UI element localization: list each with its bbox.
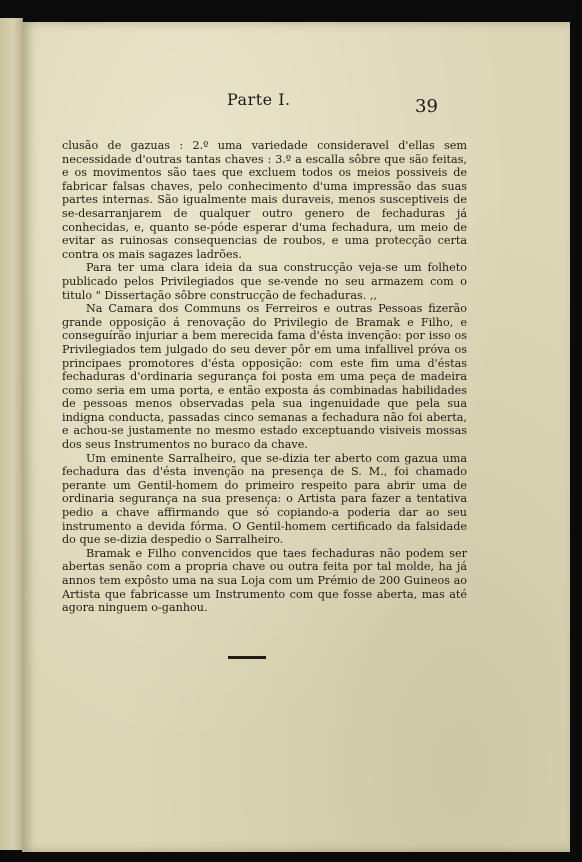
page-number: 39: [415, 96, 438, 117]
book-page: [22, 22, 570, 852]
paragraph: Bramak e Filho convencidos que taes fechaduras não podem ser abertas senão com a propria chave ou outra feita por tal molde, ha já annos tem expôsto uma na sua Loja com um Prémio de 200 Guineos ao Artista que fabricasse um Instrumento com que fosse aberta, mas até agora ninguem o-ganhou.: [62, 546, 467, 615]
page-header: [22, 88, 570, 118]
body-text: [62, 139, 467, 615]
running-title: Parte I.: [227, 90, 291, 109]
end-rule: [228, 656, 266, 659]
paragraph: Um eminente Sarralheiro, que se-dizia ter aberto com gazua uma fechadura das d'ésta invenção na presença de S. M., foi chamado perante um Gentil-homem do primeiro respeito para abrir uma de ordinaria segurança na sua presença: o Artista para fazer a tentativa pedio a chave affirmando que só copiando-a poderia dar ao seu instrumento a devida fórma. O Gentil-homem certificado da falsidade do que se-dizia despedio o Sarralheiro.: [62, 451, 467, 547]
facing-page-edge: [0, 18, 23, 850]
paragraph: Na Camara dos Communs os Ferreiros e outras Pessoas fizerão grande opposição á renovação do Privilegio de Bramak e Filho, e conseguírão injuriar a bem merecida fama d'ésta invenção: por isso os Privilegiados tem julgado do seu dever pôr em uma infallivel próva os principaes promotores d'ésta opposição: com este fim uma d'éstas fechaduras d'ordinaria segurança foi posta em uma peça de madeira como seria em uma porta, e então exposta ás combinadas habilidades de pessoas menos observadas pela sua ingenuidade que pela sua indigna conducta, passadas cinco semanas a fechadura não foi aberta, e achou-se justamente no mesmo estado exceptuando visiveis mossas dos seus Instrumentos no buraco da chave.: [62, 302, 467, 452]
paragraph: Para ter uma clara ideia da sua construcção veja-se um folheto publicado pelos Privilegiados que se-vende no seu armazem com o titulo " Dissertação sôbre construcção de fechaduras. ,,: [62, 261, 467, 302]
paragraph-continuation: clusão de gazuas : 2.º uma variedade consideravel d'ellas sem necessidade d'outras tantas chaves : 3.º a escalla sôbre que são feitas, e os movimentos são taes que excluem todos os meios possiveis de fabricar falsas chaves, pelo conhecimento d'uma impressão das suas partes internas. São igualmente mais duraveis, menos susceptiveis de se-desarranjarem de qualquer outro genero de fechaduras já conhecidas, e, quanto se-póde esperar d'uma fechadura, um meio de evitar as ruinosas consequencias de roubos, e uma protecção certa contra os mais sagazes ladrões.: [62, 139, 467, 261]
